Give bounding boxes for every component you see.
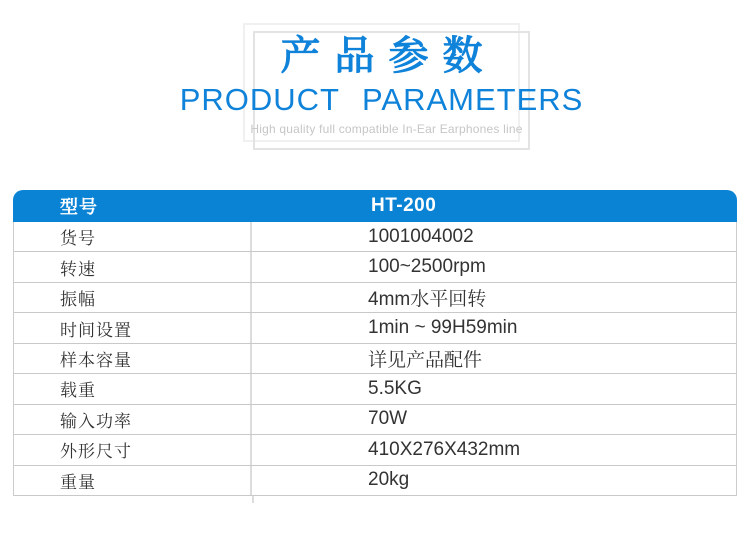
spec-table: [13, 190, 737, 503]
page-title-cn-text: 产品参数: [280, 34, 497, 78]
row-label: 转速: [14, 252, 252, 281]
column-divider: [252, 496, 254, 503]
row-value: 5.5KG: [368, 377, 422, 399]
row-value: 1min ~ 99H59min: [368, 317, 518, 339]
row-label: 振幅: [14, 283, 252, 312]
row-label: 输入功率: [14, 405, 252, 434]
table-bottom-stub: [13, 496, 737, 503]
table-row: [14, 435, 736, 465]
header-section: [143, 33, 620, 136]
table-header-value: HT-200: [371, 195, 437, 216]
table-header-row: [13, 190, 737, 222]
table-row: [14, 374, 736, 404]
table-row: [14, 344, 736, 374]
row-value: 100~2500rpm: [368, 256, 486, 278]
page-title-cn: [143, 33, 620, 79]
row-label: 样本容量: [14, 344, 252, 373]
row-value: 410X276X432mm: [368, 438, 521, 460]
row-value: 20kg: [368, 469, 410, 491]
row-label: 时间设置: [14, 313, 252, 342]
page-subtitle: High quality full compatible In-Ear Earphones line: [250, 122, 523, 136]
row-label: 外形尺寸: [14, 435, 252, 464]
row-value: 详见产品配件: [368, 349, 483, 371]
table-row: [14, 252, 736, 282]
table-row: [14, 466, 736, 496]
table-row: [14, 222, 736, 252]
row-value: 70W: [368, 408, 408, 430]
table-header-label: 型号: [60, 197, 98, 217]
row-value: 1001004002: [368, 225, 474, 247]
row-label: 重量: [14, 466, 252, 495]
page-title-en: PRODUCT PARAMETERS: [179, 82, 584, 117]
row-label: 货号: [14, 222, 252, 251]
row-label: 载重: [14, 374, 252, 403]
table-row: [14, 283, 736, 313]
table-body: [13, 222, 737, 496]
row-value: 4mm水平回转: [368, 289, 487, 311]
table-row: [14, 405, 736, 435]
table-row: [14, 313, 736, 343]
